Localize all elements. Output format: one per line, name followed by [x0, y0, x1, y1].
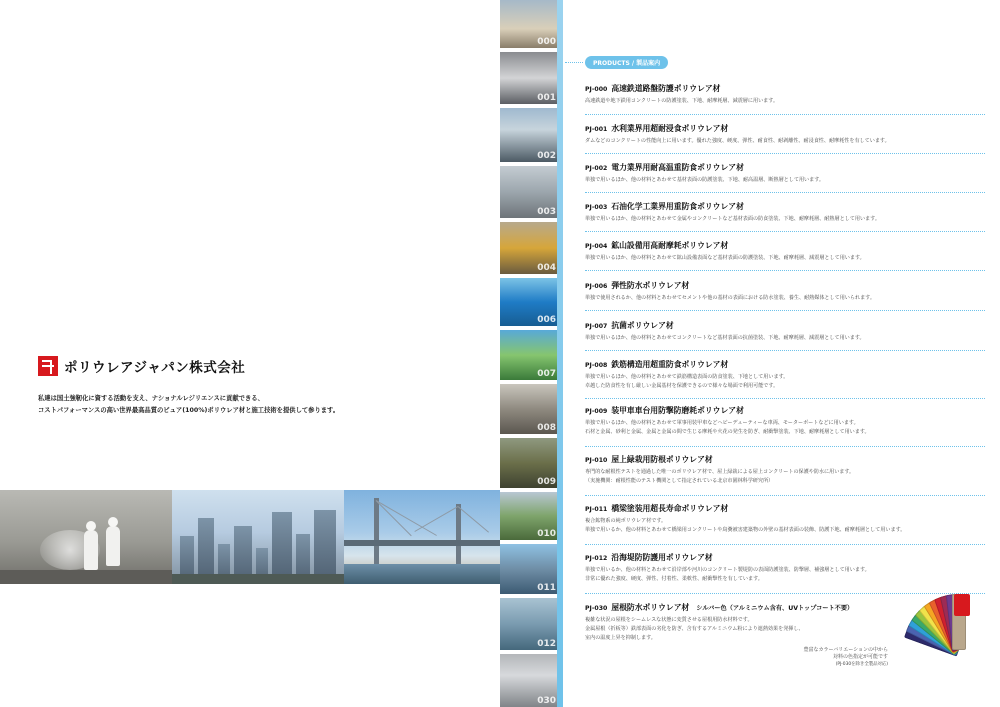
product-code: PJ-002 [585, 165, 608, 172]
desc-line: 複雑な状況の屋根をシームレスな状態に変質させる屋根用防水材料です。 [585, 617, 753, 623]
strip-photo-003 [500, 166, 557, 218]
separator [585, 398, 985, 399]
product-name: 鉄筋構造用超重防食ポリウレア材 [611, 360, 729, 369]
strip-photo-009 [500, 438, 557, 488]
separator [585, 270, 985, 271]
product-name: 高速鉄道路盤防護ポリウレア材 [611, 84, 721, 93]
product-item [585, 503, 985, 535]
product-desc [585, 419, 985, 437]
strip-number: 006 [537, 315, 556, 325]
strip-photo-012 [500, 598, 557, 650]
products-label: PRODUCTS / 製品案内 [585, 56, 668, 69]
product-code: PJ-001 [585, 126, 608, 133]
swatch-caption [804, 647, 888, 668]
products-header [565, 56, 668, 69]
product-name: 屋上緑栽用防根ポリウレア材 [611, 455, 713, 464]
product-photo-strip [500, 0, 557, 707]
separator [585, 231, 985, 232]
strip-photo-006 [500, 278, 557, 326]
strip-number: 003 [537, 207, 556, 217]
strip-number: 007 [537, 369, 556, 379]
tagline-line: 私達は国土強靭化に資する活動を支え、ナショナルレジリエンスに貢献できる、 [38, 395, 264, 402]
strip-number: 001 [537, 93, 556, 103]
product-name: 電力業界用耐高温重防食ポリウレア材 [611, 163, 744, 172]
desc-line: 石材と金属、砂利と金属、金属と金属の間で生じる摩耗や火花の発生を防ぎ、耐衝撃塗装、下地、耐摩耗層として用います。 [585, 429, 870, 435]
product-item [585, 280, 985, 303]
desc-line: 単独で用いるほか、他の材料とあわせて鉄筋構造表面の防食塗装、下地として用います。 [585, 374, 789, 380]
desc-line: 単独で用いるか、他の材料とあわせて橋梁用コンクリートや鳥糞被害建築物の外壁の基材表面の装飾、防護下地、耐摩耗層として用います。 [585, 527, 906, 533]
strip-number: 002 [537, 151, 556, 161]
product-item [585, 162, 985, 185]
product-item [585, 454, 985, 486]
strip-photo-011 [500, 544, 557, 594]
separator [585, 114, 985, 115]
product-desc [585, 517, 985, 535]
desc-line: 非常に優れた強度、硬度、弾性、付着性、柔軟性、耐衝撃性を有しています。 [585, 576, 763, 582]
product-desc: 高速鉄道や地下鉄用コンクリートの防護塗装、下地、耐摩耗層、減震層に用います。 [585, 98, 779, 104]
right-page [563, 0, 1000, 707]
strip-photo-000 [500, 0, 557, 48]
strip-photo-030 [500, 654, 557, 707]
separator [585, 310, 985, 311]
product-code: PJ-012 [585, 555, 608, 562]
company-logo [38, 356, 245, 376]
desc-line: 専門的な耐根性テストを通過した唯一のポリウレア材で、屋上緑栽による屋上コンクリートの保護や防水に用います。 [585, 469, 855, 475]
product-code: PJ-010 [585, 457, 608, 464]
desc-line: （実施機関：耐根性能のテスト機関として指定されている北京市園林科学研究所） [585, 478, 774, 484]
strip-photo-010 [500, 492, 557, 540]
product-code: PJ-006 [585, 283, 608, 290]
separator [585, 350, 985, 351]
product-code: PJ-030 [585, 605, 608, 612]
product-code: PJ-008 [585, 362, 608, 369]
separator [585, 446, 985, 447]
product-code: PJ-000 [585, 86, 608, 93]
product-name: 鉱山設備用高耐摩耗ポリウレア材 [611, 241, 729, 250]
product-code: PJ-004 [585, 243, 608, 250]
desc-line: 室内の温度上昇を抑制します。 [585, 635, 656, 641]
product-desc: 単独で用いるほか、他の材料とあわせて鉱山設備表面など基材表面の防護塗装、下地、耐摩耗層、減震層として用います。 [585, 255, 865, 261]
company-tagline [38, 393, 339, 417]
separator [585, 192, 985, 193]
product-desc: 単独で使用されるか、他の材料とあわせてセメントや他の基材の表面における防水塗装、養生、耐熱媒体として用いられます。 [585, 295, 875, 301]
product-name: 装甲車車台用防撃防磨耗ポリウレア材 [611, 406, 744, 415]
desc-line: 卓越した防食性を有し厳しい金属基材を保護できるので様々な場面で利用可能です。 [585, 383, 779, 389]
separator [585, 495, 985, 496]
product-desc: 単独で用いるほか、他の材料とあわせてコンクリートなど基材表面の抗菌塗装、下地、耐摩耗層、減震層として用います。 [585, 335, 865, 341]
strip-number: 008 [537, 423, 556, 433]
swatch-brand-tab [954, 594, 970, 616]
product-item [585, 320, 985, 343]
strip-photo-007 [500, 330, 557, 380]
strip-photo-001 [500, 52, 557, 104]
product-code: PJ-003 [585, 204, 608, 211]
product-subtitle: シルバー色（アルミニウム含有、UVトップコート不要） [696, 605, 854, 612]
strip-number: 000 [537, 37, 556, 47]
strip-number: 030 [537, 696, 556, 706]
product-code: PJ-007 [585, 323, 608, 330]
product-name: 屋根防水ポリウレア材 [611, 603, 690, 612]
product-code: PJ-011 [585, 506, 608, 513]
product-name: 水利業界用超耐浸食ポリウレア材 [611, 124, 729, 133]
spray-workers-photo [0, 490, 172, 584]
product-name: 石油化学工業界用重防食ポリウレア材 [611, 202, 744, 211]
swatch-caption-line: (PJ-030を除き全製品対応) [835, 662, 888, 667]
company-name: ポリウレアジャパン株式会社 [64, 360, 246, 376]
strip-photo-002 [500, 108, 557, 162]
separator [585, 153, 985, 154]
product-desc [585, 373, 985, 391]
strip-number: 011 [537, 583, 556, 593]
swatch-caption-line: 対料の色指定が可能です [832, 654, 888, 660]
strip-photo-004 [500, 222, 557, 274]
product-name: 橋梁塗装用超長寿命ポリウレア材 [611, 504, 729, 513]
strip-number: 012 [537, 639, 556, 649]
desc-line: 単独で用いるほか、他の材料とあわせて軍事用装甲車などヘビーデューティーな車両、モーターボートなどに用います。 [585, 420, 859, 426]
strip-number: 004 [537, 263, 556, 273]
logo-mark-icon [38, 356, 58, 376]
product-item [585, 123, 985, 146]
product-desc: 単独で用いるほか、他の材料とあわせて金属やコンクリートなど基材表面の防食塗装、下地、耐摩耗層、耐熱層として用います。 [585, 216, 880, 222]
desc-line: 金属屋根（折板等）鉄部表面の劣化を防ぎ、含有するアルミニウム粉により遮熱効果を発揮し、 [585, 626, 804, 632]
swatch-caption-line: 豊富なカラーバリエーションの中から [803, 647, 888, 653]
product-item [585, 201, 985, 224]
color-swatch-fan [898, 582, 1000, 662]
bridge-photo [344, 490, 500, 584]
photo-strip [0, 490, 500, 584]
city-skyline-photo [172, 490, 344, 584]
product-item [585, 83, 985, 106]
product-item [585, 552, 985, 584]
product-item [585, 240, 985, 263]
product-name: 抗菌ポリウレア材 [611, 321, 674, 330]
desc-line: 複合鉱物系の純ポリウレア材です。 [585, 518, 667, 524]
product-name: 沿海堤防防護用ポリウレア材 [611, 553, 713, 562]
strip-number: 009 [537, 477, 556, 487]
product-desc: 単独で用いるほか、他の材料とあわせて基材表面の防護塗装、下地、耐高温層、断熱層として用います。 [585, 177, 825, 183]
product-item [585, 359, 985, 391]
product-desc [585, 468, 985, 486]
strip-number: 010 [537, 529, 556, 539]
product-desc: ダムなどのコンクリートの性能向上に用います。優れた強度、硬度、弾性、耐食性、耐剥離性、耐浸食性、耐摩耗性を有しています。 [585, 138, 890, 144]
product-item [585, 405, 985, 437]
separator [585, 544, 985, 545]
desc-line: 単独で用いるか、他の材料とあわせて沿岸部や河川のコンクリート製堤防の表面防護塗装、防撃層、補強層として用います。 [585, 567, 870, 573]
strip-photo-008 [500, 384, 557, 434]
product-code: PJ-009 [585, 408, 608, 415]
product-name: 弾性防水ポリウレア材 [611, 281, 690, 290]
tagline-line: コストパフォーマンスの高い世界最高品質のピュア(100%)ポリウレア材と施工技術を提供して参ります。 [38, 407, 340, 414]
